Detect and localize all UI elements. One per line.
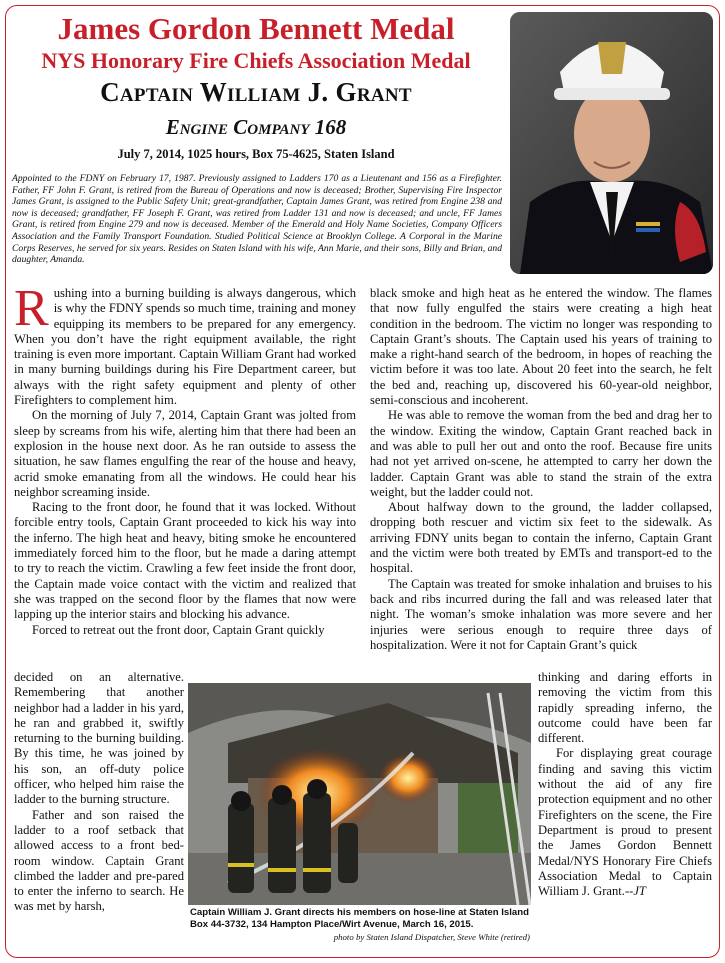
paragraph-3: Racing to the front door, he found that it was locked. Without forcible entry tools, Captain Grant proceeded to kick his way into the inferno. The high heat and heavy, biting smoke he encountered immediately forced him to the floor, but he made a daring attempt to try to reach the victim. Crawling a few feet inside the front door, the Captain made voice contact with the victim and realized that she was trapped on the second floor by the flames that now were lapping up the interior stairs and blocking his advance. <box>14 500 356 622</box>
captain-portrait <box>510 12 713 274</box>
paragraph-4-start: Forced to retreat out the front door, Captain Grant quickly <box>32 622 325 637</box>
photo-credit: photo by Staten Island Dispatcher, Steve White (retired) <box>333 932 530 942</box>
paragraph-6: He was able to remove the woman from the bed and drag her to the window. Exiting the window, Captain Grant reached back in and was able to pull her out and onto the roof. Because fire units had not yet arrived on-scene, he attempted to carry her down the ladder. Captain Grant was able to stand the strain of the extra weight, but the ladder could not. <box>370 408 712 499</box>
paragraph-1-text: ushing into a burning building is always dangerous, which is why the FDNY spends so much time, training and money equipping its members to be prepared for any emergency. When you don’t have the right equipment available, the right training is even more important. Captain William Grant had worked in many burning buildings during his Fire Department career, but always with the right safety equipment and plenty of other Firefighters to complement him. <box>14 286 357 408</box>
paragraph-5: Father and son raised the ladder to a roof setback that allowed access to a front bed-room window. Captain Grant climbed the ladder and pre-pared to enter the inferno to search. He was met by harsh, <box>14 807 184 914</box>
honoree-name: Captain William J. Grant <box>100 77 412 107</box>
paragraph-8-rest: thinking and daring efforts in removing the victim from this rapidly spreading inferno, the outcome could have been far different. <box>538 670 712 746</box>
article-column-left-narrow <box>14 670 184 915</box>
unit-name: Engine Company 168 <box>165 115 347 139</box>
article-column-right-narrow <box>538 670 712 899</box>
fire-scene-photo <box>188 683 531 905</box>
incident-dateline: July 7, 2014, 1025 hours, Box 75-4625, Staten Island <box>117 147 395 161</box>
paragraph-4-rest: decided on an alternative. Remembering that another neighbor had a ladder in his yard, he ran and grabbed it, swiftly returning to the burning building. By this time, he was joined by his son, an off-duty police officer, who helped him raise the ladder to the burning structure. <box>14 670 184 807</box>
association-medal-title: NYS Honorary Fire Chiefs Association Medal <box>41 48 471 73</box>
photo-caption: Captain William J. Grant directs his members on hose-line at Staten Island Box 44-3732, 134 Hampton Place/Wirt Avenue, March 16, 2015. <box>190 907 529 930</box>
medal-title: James Gordon Bennett Medal <box>57 11 455 46</box>
paragraph-9 <box>538 746 712 899</box>
article-column-left <box>14 280 357 638</box>
paragraph-8: The Captain was treated for smoke inhalation and bruises to his back and ribs incurred during the fall and was released later that night. The woman’s smoke inhalation was more severe and her injuries were serious enough to require three days of hospitalization. Were it not for Captain Grant’s quick <box>370 576 712 652</box>
article-column-right <box>370 286 712 653</box>
paragraph-5-continued: black smoke and high heat as he entered the window. The flames that now fully engulfed the stairs were creating a high heat condition in the bedroom. The victim no longer was responding to Captain Grant’s shouts. The Captain used his years of training to make a right-hand search of the bedroom, in hopes of reaching the victim before it was too late. About 20 feet into the search, he felt the bed and, reaching up, discovered his 60-year-old neighbor, semi-conscious and incoherent. <box>370 286 712 408</box>
drop-cap: R <box>14 280 49 337</box>
paragraph-9-text: For displaying great courage finding and saving this victim without the aid of any fire protection equipment and no other Firefighters on the scene, the Fire Department is proud to present the James Gordon Bennett Medal/NYS Honorary Fire Chiefs Association Medal to Captain William J. Grant. <box>538 746 712 899</box>
article-header <box>10 10 502 162</box>
biography: Appointed to the FDNY on February 17, 1987. Previously assigned to Ladders 170 as a Lieutenant and 156 as a Firefighter. Father, FF John F. Grant, is retired from the Bureau of Operations and now is deceased; Brother, Supervising Fire Inspector James Grant, is assigned to the Public Safety Unit; great-grandfather, Captain James Grant, was retired from Engine 238 and now is deceased; grandfather, FF Joseph F. Grant, was retired from Ladder 131 and now is deceased; and uncle, FF James Grant, is retired from Engine 279 and now is deceased. Member of the Emerald and Holy Name Societies, Company Officers Association and the Family Transport Foundation. Studied Political Science at Brooklyn College. A Corporal in the Marine Corps Reserves, he served for six years. Resides on Staten Island with his wife, Ann Marie, and their sons, Billy and Brian, and daughter, Amanda. <box>12 173 502 266</box>
paragraph-7: About halfway down to the ground, the ladder collapsed, dropping both rescuer and victim six feet to the sidewalk. As arriving FDNY units began to contain the inferno, Captain Grant and the victim were both treated by EMTs and transport-ed to the hospital. <box>370 500 712 576</box>
paragraph-1 <box>14 280 357 408</box>
signoff: --JT <box>624 884 646 899</box>
paragraph-2: On the morning of July 7, 2014, Captain Grant was jolted from sleep by screams from his wife, alerting him that there had been an explosion in the house next door. As he ran outside to assess the situation, he saw flames engulfing the rear of the house and heavy, acrid smoke emanating from all the windows. He could hear his neighbor screaming inside. <box>14 408 356 499</box>
